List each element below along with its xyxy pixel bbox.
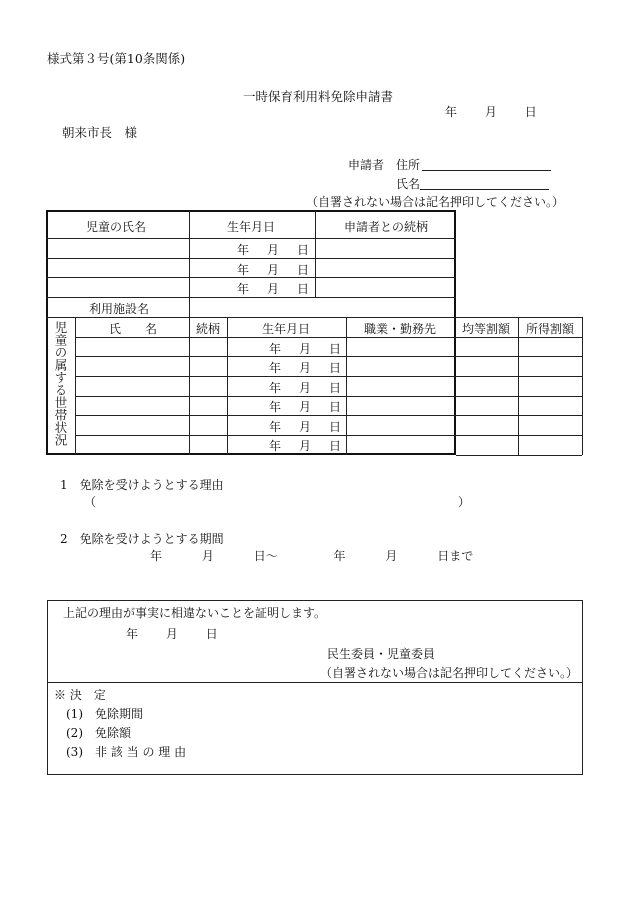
household-side-label: 児童の属する世帯状況 bbox=[53, 321, 68, 446]
period-end-month: 月 bbox=[385, 549, 398, 563]
certification-signature-note: （自署されない場合は記名押印してください。） bbox=[320, 666, 579, 680]
reason-open-paren: （ bbox=[84, 495, 97, 509]
cert-year: 年 bbox=[126, 627, 139, 641]
household-header-birthdate: 生年月日 bbox=[262, 322, 311, 336]
applicant-name-label: 氏名 bbox=[396, 177, 421, 191]
household-header-per-capita-tax: 均等割額 bbox=[462, 322, 511, 336]
birth-day: 日 bbox=[297, 263, 310, 277]
birth-month: 月 bbox=[299, 342, 312, 356]
birth-month: 月 bbox=[299, 420, 312, 434]
period-label: 2 免除を受けようとする期間 bbox=[60, 532, 224, 546]
household-header-relation: 続柄 bbox=[196, 322, 221, 336]
applicant-label: 申請者 bbox=[348, 158, 385, 172]
reason-label: 1 免除を受けようとする理由 bbox=[60, 478, 224, 492]
applicant-signature-note: （自署されない場合は記名押印してください。） bbox=[306, 195, 565, 209]
date-month: 月 bbox=[484, 105, 497, 119]
birth-year: 年 bbox=[269, 420, 282, 434]
reason-field[interactable] bbox=[100, 491, 455, 507]
birth-month: 月 bbox=[299, 400, 312, 414]
birth-month: 月 bbox=[267, 263, 280, 277]
applicant-name-field[interactable] bbox=[420, 175, 549, 190]
date-year: 年 bbox=[445, 105, 458, 119]
addressee: 朝来市長 様 bbox=[62, 125, 138, 140]
certification-date bbox=[126, 625, 218, 642]
household-header-income-tax: 所得割額 bbox=[526, 322, 575, 336]
decision-item-period: (1) 免除期間 bbox=[66, 707, 143, 721]
household-header-name: 氏 名 bbox=[109, 322, 158, 336]
header-relation: 申請者との続柄 bbox=[344, 220, 429, 234]
birth-month: 月 bbox=[299, 361, 312, 375]
birth-year: 年 bbox=[237, 243, 250, 257]
form-number: 様式第３号(第10条関係) bbox=[47, 51, 186, 66]
birth-month: 月 bbox=[299, 439, 312, 453]
birth-year: 年 bbox=[269, 342, 282, 356]
birth-day: 日 bbox=[329, 361, 342, 375]
birth-year: 年 bbox=[269, 439, 282, 453]
period-end-day: 日まで bbox=[437, 549, 474, 563]
birth-month: 月 bbox=[267, 282, 280, 296]
birth-day: 日 bbox=[297, 243, 310, 257]
applicant-address-label: 住所 bbox=[396, 158, 421, 172]
birth-day: 日 bbox=[329, 400, 342, 414]
facility-label: 利用施設名 bbox=[89, 302, 150, 316]
birth-month: 月 bbox=[267, 243, 280, 257]
decision-item-amount: (2) 免除額 bbox=[66, 726, 131, 740]
household-header-occupation: 職業・勤務先 bbox=[364, 322, 437, 336]
decision-item-ineligible-reason: (3) 非 該 当 の 理 由 bbox=[66, 745, 187, 759]
header-child-name: 児童の氏名 bbox=[86, 220, 147, 234]
header-birthdate: 生年月日 bbox=[227, 220, 276, 234]
birth-day: 日 bbox=[297, 282, 310, 296]
birth-month: 月 bbox=[299, 381, 312, 395]
birth-day: 日 bbox=[329, 342, 342, 356]
date-day: 日 bbox=[524, 105, 537, 119]
period-start-year: 年 bbox=[150, 549, 163, 563]
period-end-year: 年 bbox=[333, 549, 346, 563]
document-title: 一時保育利用料免除申請書 bbox=[243, 89, 394, 104]
applicant-address-field[interactable] bbox=[422, 156, 551, 171]
certification-official: 民生委員・児童委員 bbox=[327, 647, 436, 661]
period-values bbox=[150, 547, 473, 564]
cert-month: 月 bbox=[165, 627, 178, 641]
decision-heading: ※ 決 定 bbox=[54, 688, 106, 702]
birth-day: 日 bbox=[329, 439, 342, 453]
period-start-month: 月 bbox=[201, 549, 214, 563]
document-date bbox=[445, 103, 537, 120]
cert-day: 日 bbox=[205, 627, 218, 641]
birth-year: 年 bbox=[237, 282, 250, 296]
birth-year: 年 bbox=[269, 400, 282, 414]
birth-day: 日 bbox=[329, 381, 342, 395]
birth-year: 年 bbox=[269, 381, 282, 395]
birth-day: 日 bbox=[329, 420, 342, 434]
certification-statement: 上記の理由が事実に相違ないことを証明します。 bbox=[63, 606, 327, 620]
period-start-day: 日～ bbox=[253, 549, 278, 563]
reason-close-paren: ） bbox=[458, 495, 471, 509]
birth-year: 年 bbox=[237, 263, 250, 277]
birth-year: 年 bbox=[269, 361, 282, 375]
